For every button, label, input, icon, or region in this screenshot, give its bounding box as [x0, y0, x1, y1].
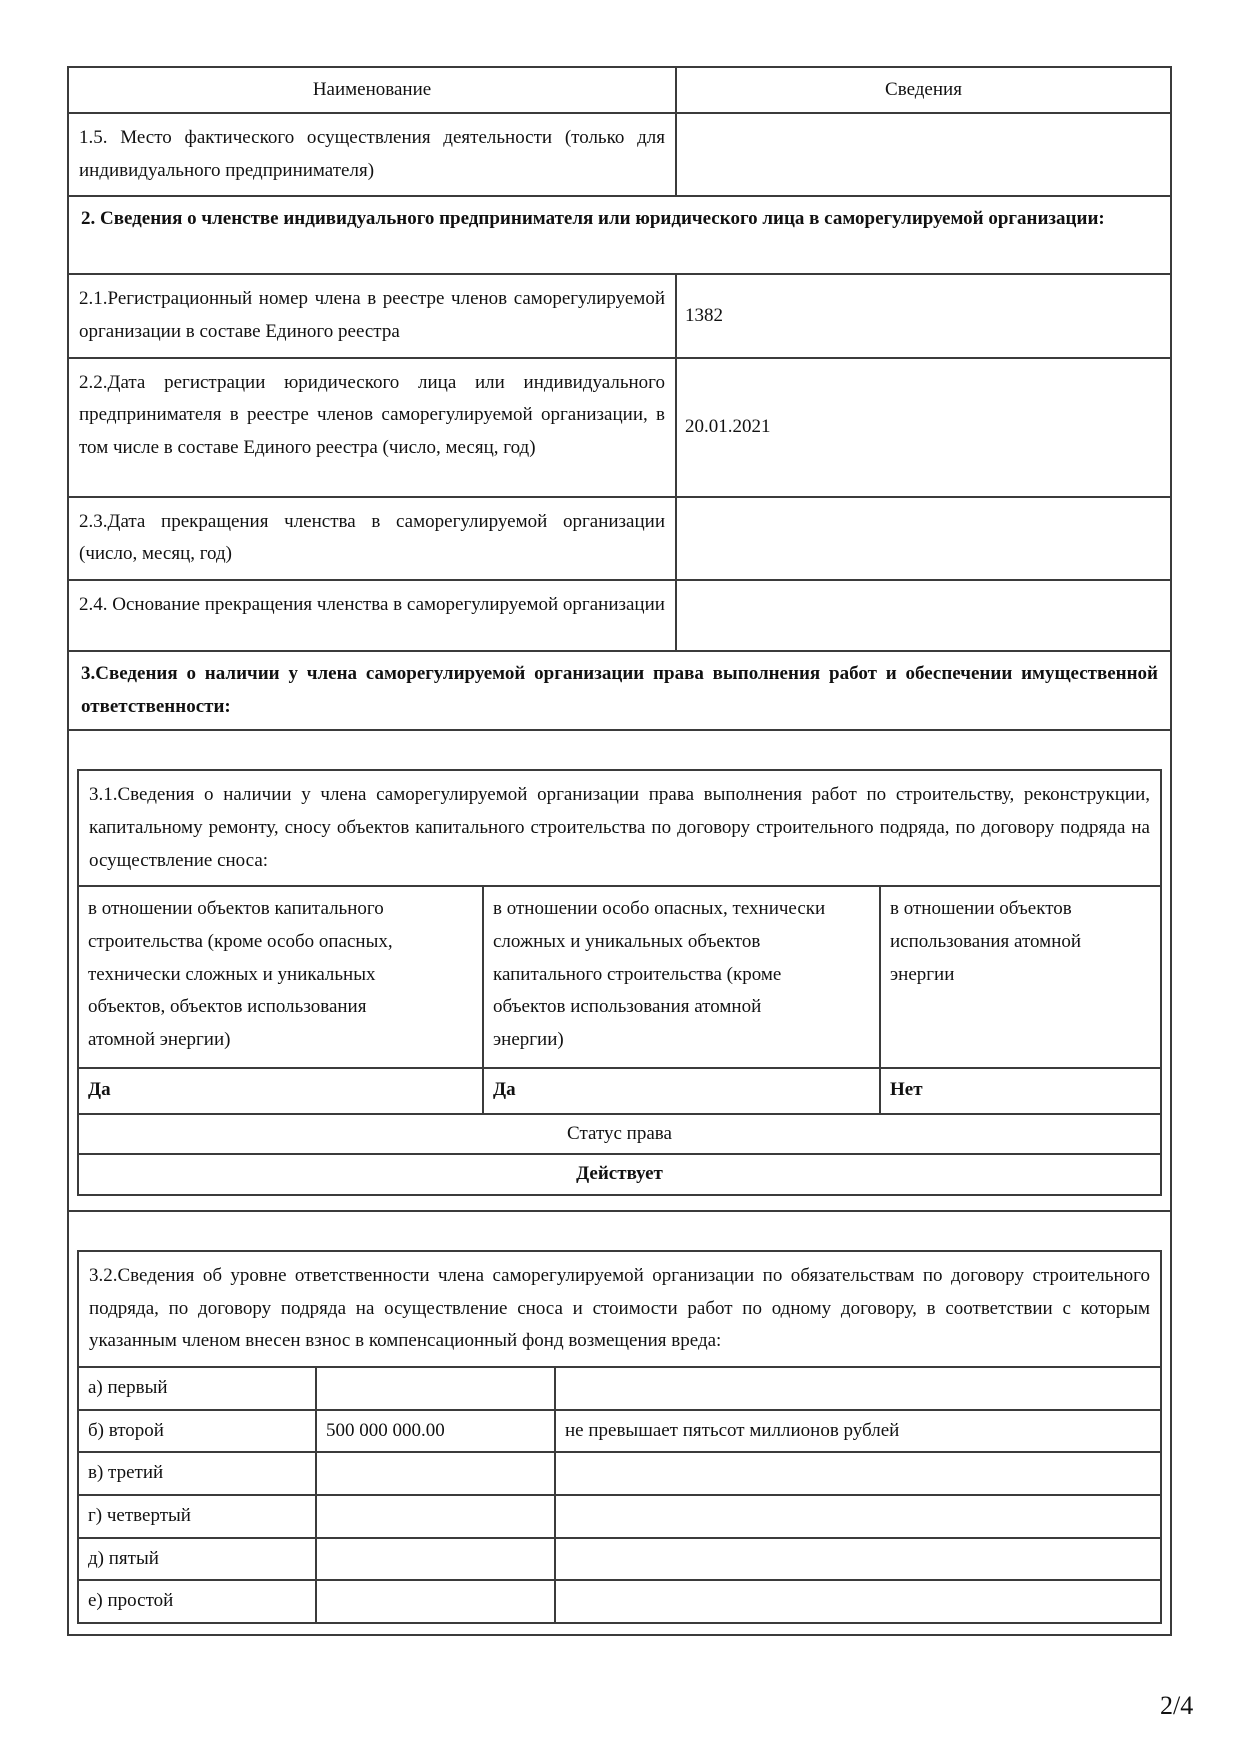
scope-answers-row [79, 1067, 1160, 1113]
level-amount [317, 1453, 556, 1494]
row-2-1-label: 2.1.Регистрационный номер члена в реестре членов саморегулируемой организации в составе Единого реестра [69, 275, 677, 356]
row-2-4-value [677, 581, 1170, 650]
level-amount [317, 1368, 556, 1409]
section-3-2-container [69, 1210, 1170, 1634]
right-status-value: Действует [79, 1153, 1160, 1194]
level-note [556, 1496, 1160, 1537]
level-name: в) третий [79, 1453, 317, 1494]
header-cell-name: Наименование [69, 68, 677, 112]
level-row-third [79, 1451, 1160, 1494]
right-status-label: Статус права [79, 1113, 1160, 1154]
level-name: б) второй [79, 1411, 317, 1452]
row-2-4-label: 2.4. Основание прекращения членства в саморегулируемой организации [69, 581, 677, 650]
table-row [69, 273, 1170, 356]
level-note [556, 1453, 1160, 1494]
table-3-1 [77, 769, 1162, 1196]
level-name: г) четвертый [79, 1496, 317, 1537]
scope-col-capital-construction: в отношении объектов капитального строительства (кроме особо опасных, технически сложных и уникальных объектов, объектов использования атомной энергии) [79, 887, 484, 1066]
level-note [556, 1539, 1160, 1580]
table-row [69, 357, 1170, 496]
section-3-1-container [69, 729, 1170, 1210]
table-header-row [69, 68, 1170, 112]
block-3-2-title: 3.2.Сведения об уровне ответственности члена саморегулируемой организации по обязательствам по договору строительного подряда, по договору подряда на осуществление сноса и стоимости работ по одному договору, в соответствии с которым указанным членом внесен взнос в компенсационный фонд возмещения вреда: [89, 1265, 1150, 1352]
table-row [69, 496, 1170, 579]
level-row-fourth [79, 1494, 1160, 1537]
table-row [69, 579, 1170, 650]
section-3-title: 3.Сведения о наличии у члена саморегулируемой организации права выполнения работ и обеспечении имущественной ответственности: [69, 650, 1170, 729]
level-row-second [79, 1409, 1160, 1452]
row-2-1-value: 1382 [685, 304, 723, 326]
level-amount [317, 1539, 556, 1580]
answer-capital-construction: Да [79, 1069, 484, 1113]
section-2-title: 2. Сведения о членстве индивидуального предпринимателя или юридического лица в саморегулируемой организации: [69, 195, 1170, 273]
level-note [556, 1581, 1160, 1622]
level-name: а) первый [79, 1368, 317, 1409]
level-amount [317, 1496, 556, 1537]
block-3-1-title: 3.1.Сведения о наличии у члена саморегулируемой организации права выполнения работ по строительству, реконструкции, капитальному ремонту, сносу объектов капитального строительства по договору строительного подряда, по договору подряда на осуществление сноса: [89, 784, 1150, 871]
answer-nuclear-energy: Нет [890, 1078, 923, 1100]
scope-header-row [79, 885, 1160, 1066]
page-number: 2/4 [1160, 1691, 1194, 1720]
level-amount [317, 1581, 556, 1622]
level-note: не превышает пятьсот миллионов рублей [565, 1419, 900, 1441]
table-3-2 [77, 1250, 1162, 1624]
level-amount: 500 000 000.00 [317, 1411, 556, 1452]
level-name: е) простой [79, 1581, 317, 1622]
row-1-5-label: 1.5. Место фактического осуществления деятельности (только для индивидуального предпринимателя) [69, 114, 677, 195]
row-2-3-label: 2.3.Дата прекращения членства в саморегулируемой организации (число, месяц, год) [69, 498, 677, 579]
answer-hazardous-objects: Да [484, 1069, 881, 1113]
scope-col-hazardous-objects: в отношении особо опасных, технически сложных и уникальных объектов капитального строительства (кроме объектов использования атомной энергии) [484, 887, 881, 1066]
table-row [69, 112, 1170, 195]
header-cell-info: Сведения [885, 78, 962, 100]
row-2-2-value: 20.01.2021 [685, 415, 771, 437]
registry-extract-table [67, 66, 1172, 1636]
level-row-first [79, 1366, 1160, 1409]
level-row-simple [79, 1579, 1160, 1622]
level-name: д) пятый [79, 1539, 317, 1580]
row-1-5-value [677, 114, 1170, 195]
level-row-fifth [79, 1537, 1160, 1580]
row-2-2-label: 2.2.Дата регистрации юридического лица или индивидуального предпринимателя в реестре членов саморегулируемой организации, в том числе в составе Единого реестра (число, месяц, год) [69, 359, 677, 496]
scope-col-nuclear-energy: в отношении объектов использования атомной энергии [890, 898, 1082, 985]
level-note [556, 1368, 1160, 1409]
row-2-3-value [677, 498, 1170, 579]
